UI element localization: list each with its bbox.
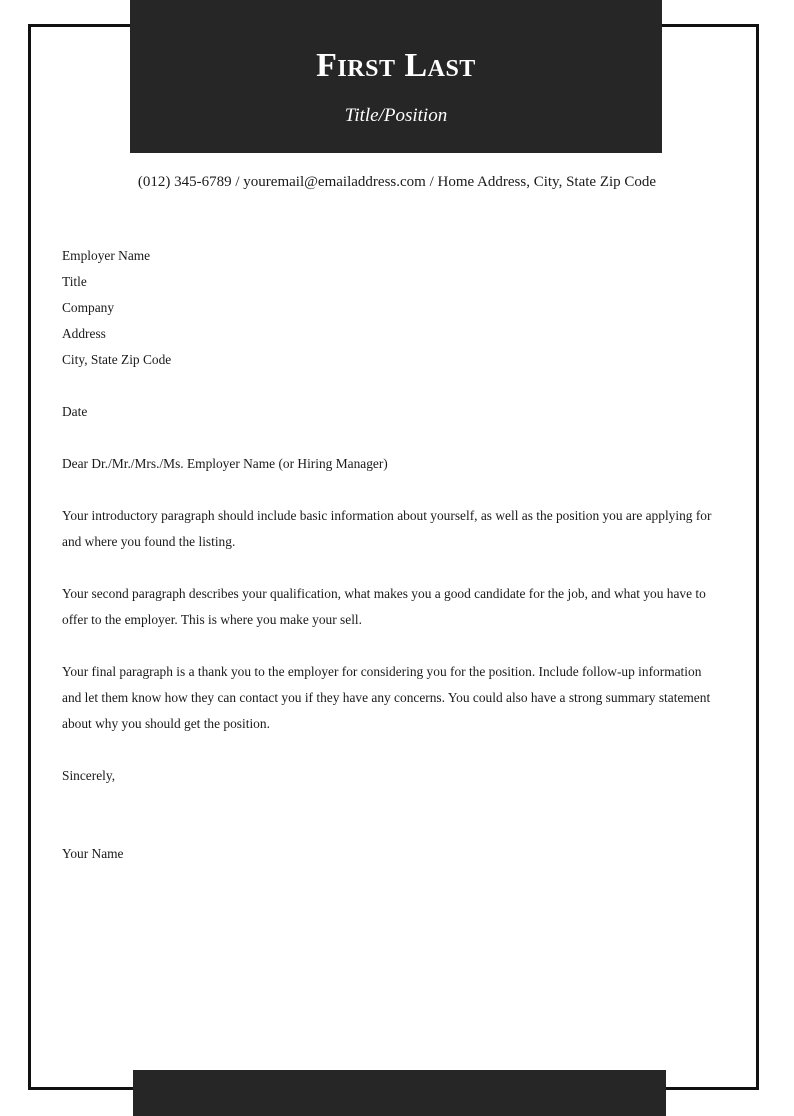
- paragraph-qualifications: Your second paragraph describes your qualification, what makes you a good candidate for the job, and what you have to offer to the employer. This is where you make your sell.: [62, 586, 706, 627]
- applicant-name: First Last: [316, 47, 476, 84]
- recipient-employer-name: Employer Name: [62, 248, 151, 263]
- recipient-city-state-zip: City, State Zip Code: [62, 352, 172, 367]
- recipient-company: Company: [62, 300, 115, 315]
- spacer: [62, 633, 722, 659]
- applicant-title: Title/Position: [344, 105, 448, 126]
- recipient-title: Title: [62, 274, 87, 289]
- salutation: Dear Dr./Mr./Mrs./Ms. Employer Name (or Hiring Manager): [62, 456, 388, 471]
- signature-space: [62, 789, 722, 841]
- spacer: [62, 737, 722, 763]
- closing: Sincerely,: [62, 768, 116, 783]
- footer-band: [133, 1070, 666, 1116]
- recipient-address: Address: [62, 326, 106, 341]
- spacer: [62, 425, 722, 451]
- signature-name: Your Name: [62, 846, 124, 861]
- letter-body: [62, 243, 722, 867]
- spacer: [62, 555, 722, 581]
- letter-date: Date: [62, 404, 88, 419]
- spacer: [62, 477, 722, 503]
- contact-info: (012) 345-6789 / youremail@emailaddress.com / Home Address, City, State Zip Code: [137, 174, 657, 190]
- header-band: [130, 0, 662, 153]
- paragraph-closing: Your final paragraph is a thank you to the employer for considering you for the position. Include follow-up information and let them know how they can contact you if they have any concerns. You could also have a strong summary statement about why you should get the position.: [62, 664, 711, 731]
- spacer: [62, 373, 722, 399]
- paragraph-intro: Your introductory paragraph should include basic information about yourself, as well as the position you are applying for and where you found the listing.: [62, 508, 712, 549]
